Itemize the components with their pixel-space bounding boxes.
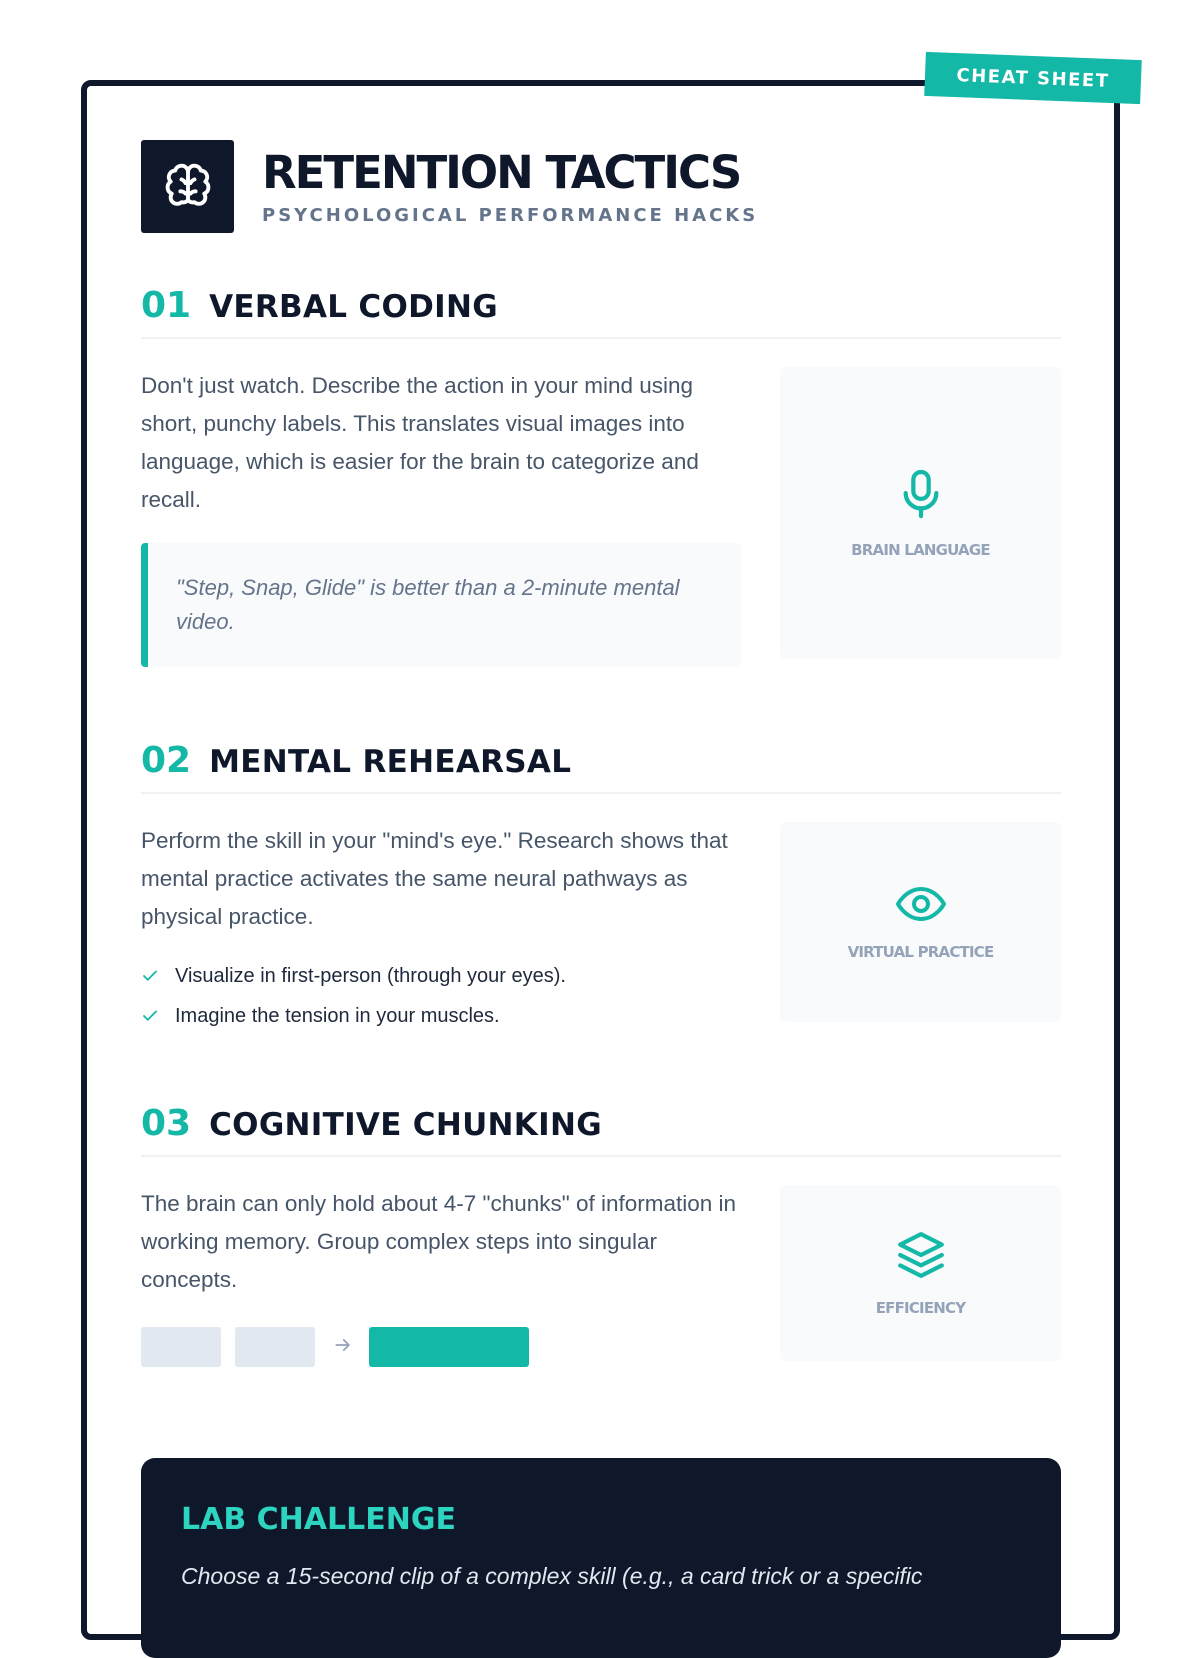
- icon-panel-virtual-practice: [780, 822, 1061, 1022]
- section-verbal-coding: [141, 285, 1061, 667]
- page-title: RETENTION TACTICS: [262, 146, 741, 199]
- eye-icon: [895, 884, 947, 929]
- section-paragraph: Don't just watch. Describe the action in your mind using short, punchy labels. This translates visual images into language, which is easier for the brain to categorize and recall.: [141, 373, 699, 512]
- section-number: 03: [141, 1103, 192, 1144]
- checklist-item: [141, 956, 741, 996]
- arrow-right-icon: [333, 1335, 353, 1355]
- checklist-item: [141, 996, 741, 1036]
- checklist-text: Imagine the tension in your muscles.: [175, 1005, 500, 1027]
- panel-label: EFFICIENCY: [875, 1298, 966, 1317]
- combined-chunk-block: [369, 1327, 529, 1367]
- section-paragraph: Perform the skill in your "mind's eye." Research shows that mental practice activates the same neural pathways as physical practice.: [141, 828, 728, 929]
- example-quote: "Step, Snap, Glide" is better than a 2-minute mental video.: [141, 543, 741, 667]
- checklist: [141, 956, 741, 1036]
- section-title: MENTAL REHEARSAL: [209, 744, 572, 780]
- panel-label: VIRTUAL PRACTICE: [847, 942, 994, 961]
- section-header: [141, 285, 1061, 339]
- section-paragraph: The brain can only hold about 4-7 "chunks" of information in working memory. Group complex steps into singular concepts.: [141, 1191, 737, 1292]
- chunk-diagram: [141, 1327, 741, 1367]
- brain-icon: [141, 140, 234, 233]
- section-number: 02: [141, 740, 192, 781]
- icon-panel-efficiency: [780, 1185, 1061, 1361]
- section-title: VERBAL CODING: [209, 289, 498, 325]
- section-header: [141, 1103, 1061, 1157]
- lab-challenge-title: LAB CHALLENGE: [181, 1502, 456, 1537]
- icon-panel-brain-language: [780, 367, 1061, 659]
- page-header: [141, 140, 758, 233]
- small-chunk-block: [141, 1327, 221, 1367]
- check-icon: [141, 967, 161, 985]
- section-title: COGNITIVE CHUNKING: [209, 1107, 602, 1143]
- cheat-sheet-tag: CHEAT SHEET: [924, 52, 1142, 104]
- section-number: 01: [141, 285, 192, 326]
- section-header: [141, 740, 1061, 794]
- section-cognitive-chunking: [141, 1103, 1061, 1367]
- check-icon: [141, 1007, 161, 1025]
- page-subtitle: PSYCHOLOGICAL PERFORMANCE HACKS: [262, 205, 759, 226]
- lab-challenge-text: Choose a 15-second clip of a complex skill (e.g., a card trick or a specific: [181, 1563, 923, 1589]
- small-chunk-block: [235, 1327, 315, 1367]
- checklist-text: Visualize in first-person (through your eyes).: [175, 965, 566, 987]
- section-mental-rehearsal: [141, 740, 1061, 1036]
- lab-challenge-box: [141, 1458, 1061, 1658]
- layers-icon: [896, 1230, 946, 1285]
- panel-label: BRAIN LANGUAGE: [851, 540, 990, 559]
- microphone-icon: [898, 468, 944, 527]
